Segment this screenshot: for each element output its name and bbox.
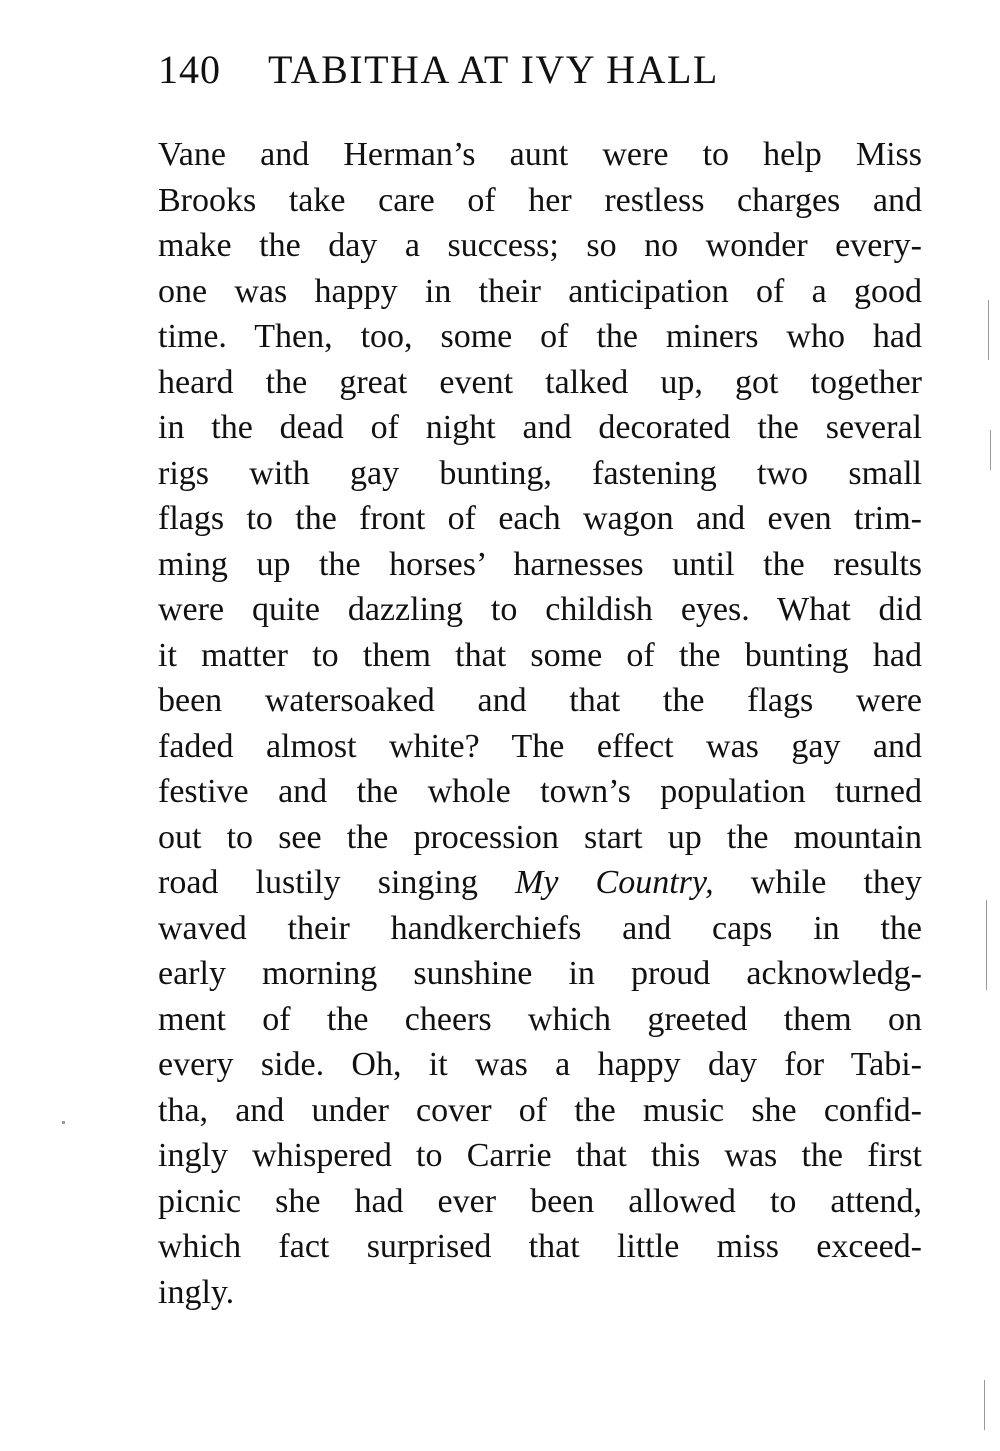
scan-speck bbox=[990, 430, 991, 470]
scan-speck bbox=[62, 1121, 65, 1124]
text-line: waved their handkerchiefs and caps in the bbox=[158, 909, 922, 947]
text-line: ingly whispered to Carrie that this was the first bbox=[158, 1137, 922, 1174]
text-line: Vane and Herman’s aunt were to help Miss bbox=[158, 136, 922, 173]
text-line: early morning sunshine in proud acknowledg- bbox=[158, 955, 922, 992]
text-line: Brooks take care of her restless charges and bbox=[158, 181, 922, 219]
text-line-with-title bbox=[158, 860, 922, 906]
scan-speck bbox=[988, 300, 989, 360]
text-line: one was happy in their anticipation of a good bbox=[158, 272, 922, 310]
body-paragraph bbox=[158, 132, 922, 1315]
text-line: were quite dazzling to childish eyes. What did bbox=[158, 591, 922, 628]
text-line: tha, and under cover of the music she confid- bbox=[158, 1091, 922, 1129]
song-title: My Country, bbox=[515, 864, 714, 901]
text-line-final: ingly. bbox=[158, 1273, 235, 1311]
running-head bbox=[158, 46, 858, 96]
text-line: which fact surprised that little miss exceed- bbox=[158, 1228, 922, 1265]
scan-speck bbox=[984, 1380, 985, 1430]
text-line: ming up the horses’ harnesses until the results bbox=[158, 545, 922, 583]
text-segment: while they bbox=[713, 864, 922, 901]
text-line: festive and the whole town’s population turned bbox=[158, 773, 922, 810]
text-line: every side. Oh, it was a happy day for Tabi- bbox=[158, 1046, 922, 1083]
text-line: picnic she had ever been allowed to attend, bbox=[158, 1182, 922, 1220]
text-line: faded almost white? The effect was gay and bbox=[158, 727, 922, 765]
text-line: make the day a success; so no wonder every- bbox=[158, 227, 922, 264]
text-line: rigs with gay bunting, fastening two small bbox=[158, 454, 922, 492]
page-number: 140 bbox=[158, 47, 221, 92]
scan-speck bbox=[986, 900, 987, 990]
text-line: been watersoaked and that the flags were bbox=[158, 682, 922, 719]
text-line: out to see the procession start up the mountain bbox=[158, 818, 922, 856]
text-segment: road lustily singing bbox=[158, 864, 515, 901]
text-line: ment of the cheers which greeted them on bbox=[158, 1000, 922, 1038]
book-title: TABITHA AT IVY HALL bbox=[268, 47, 719, 92]
text-line: it matter to them that some of the bunting had bbox=[158, 636, 922, 674]
text-line: in the dead of night and decorated the several bbox=[158, 409, 922, 446]
text-line: time. Then, too, some of the miners who had bbox=[158, 318, 922, 355]
text-line: heard the great event talked up, got together bbox=[158, 363, 922, 401]
text-line: flags to the front of each wagon and even trim- bbox=[158, 500, 922, 537]
